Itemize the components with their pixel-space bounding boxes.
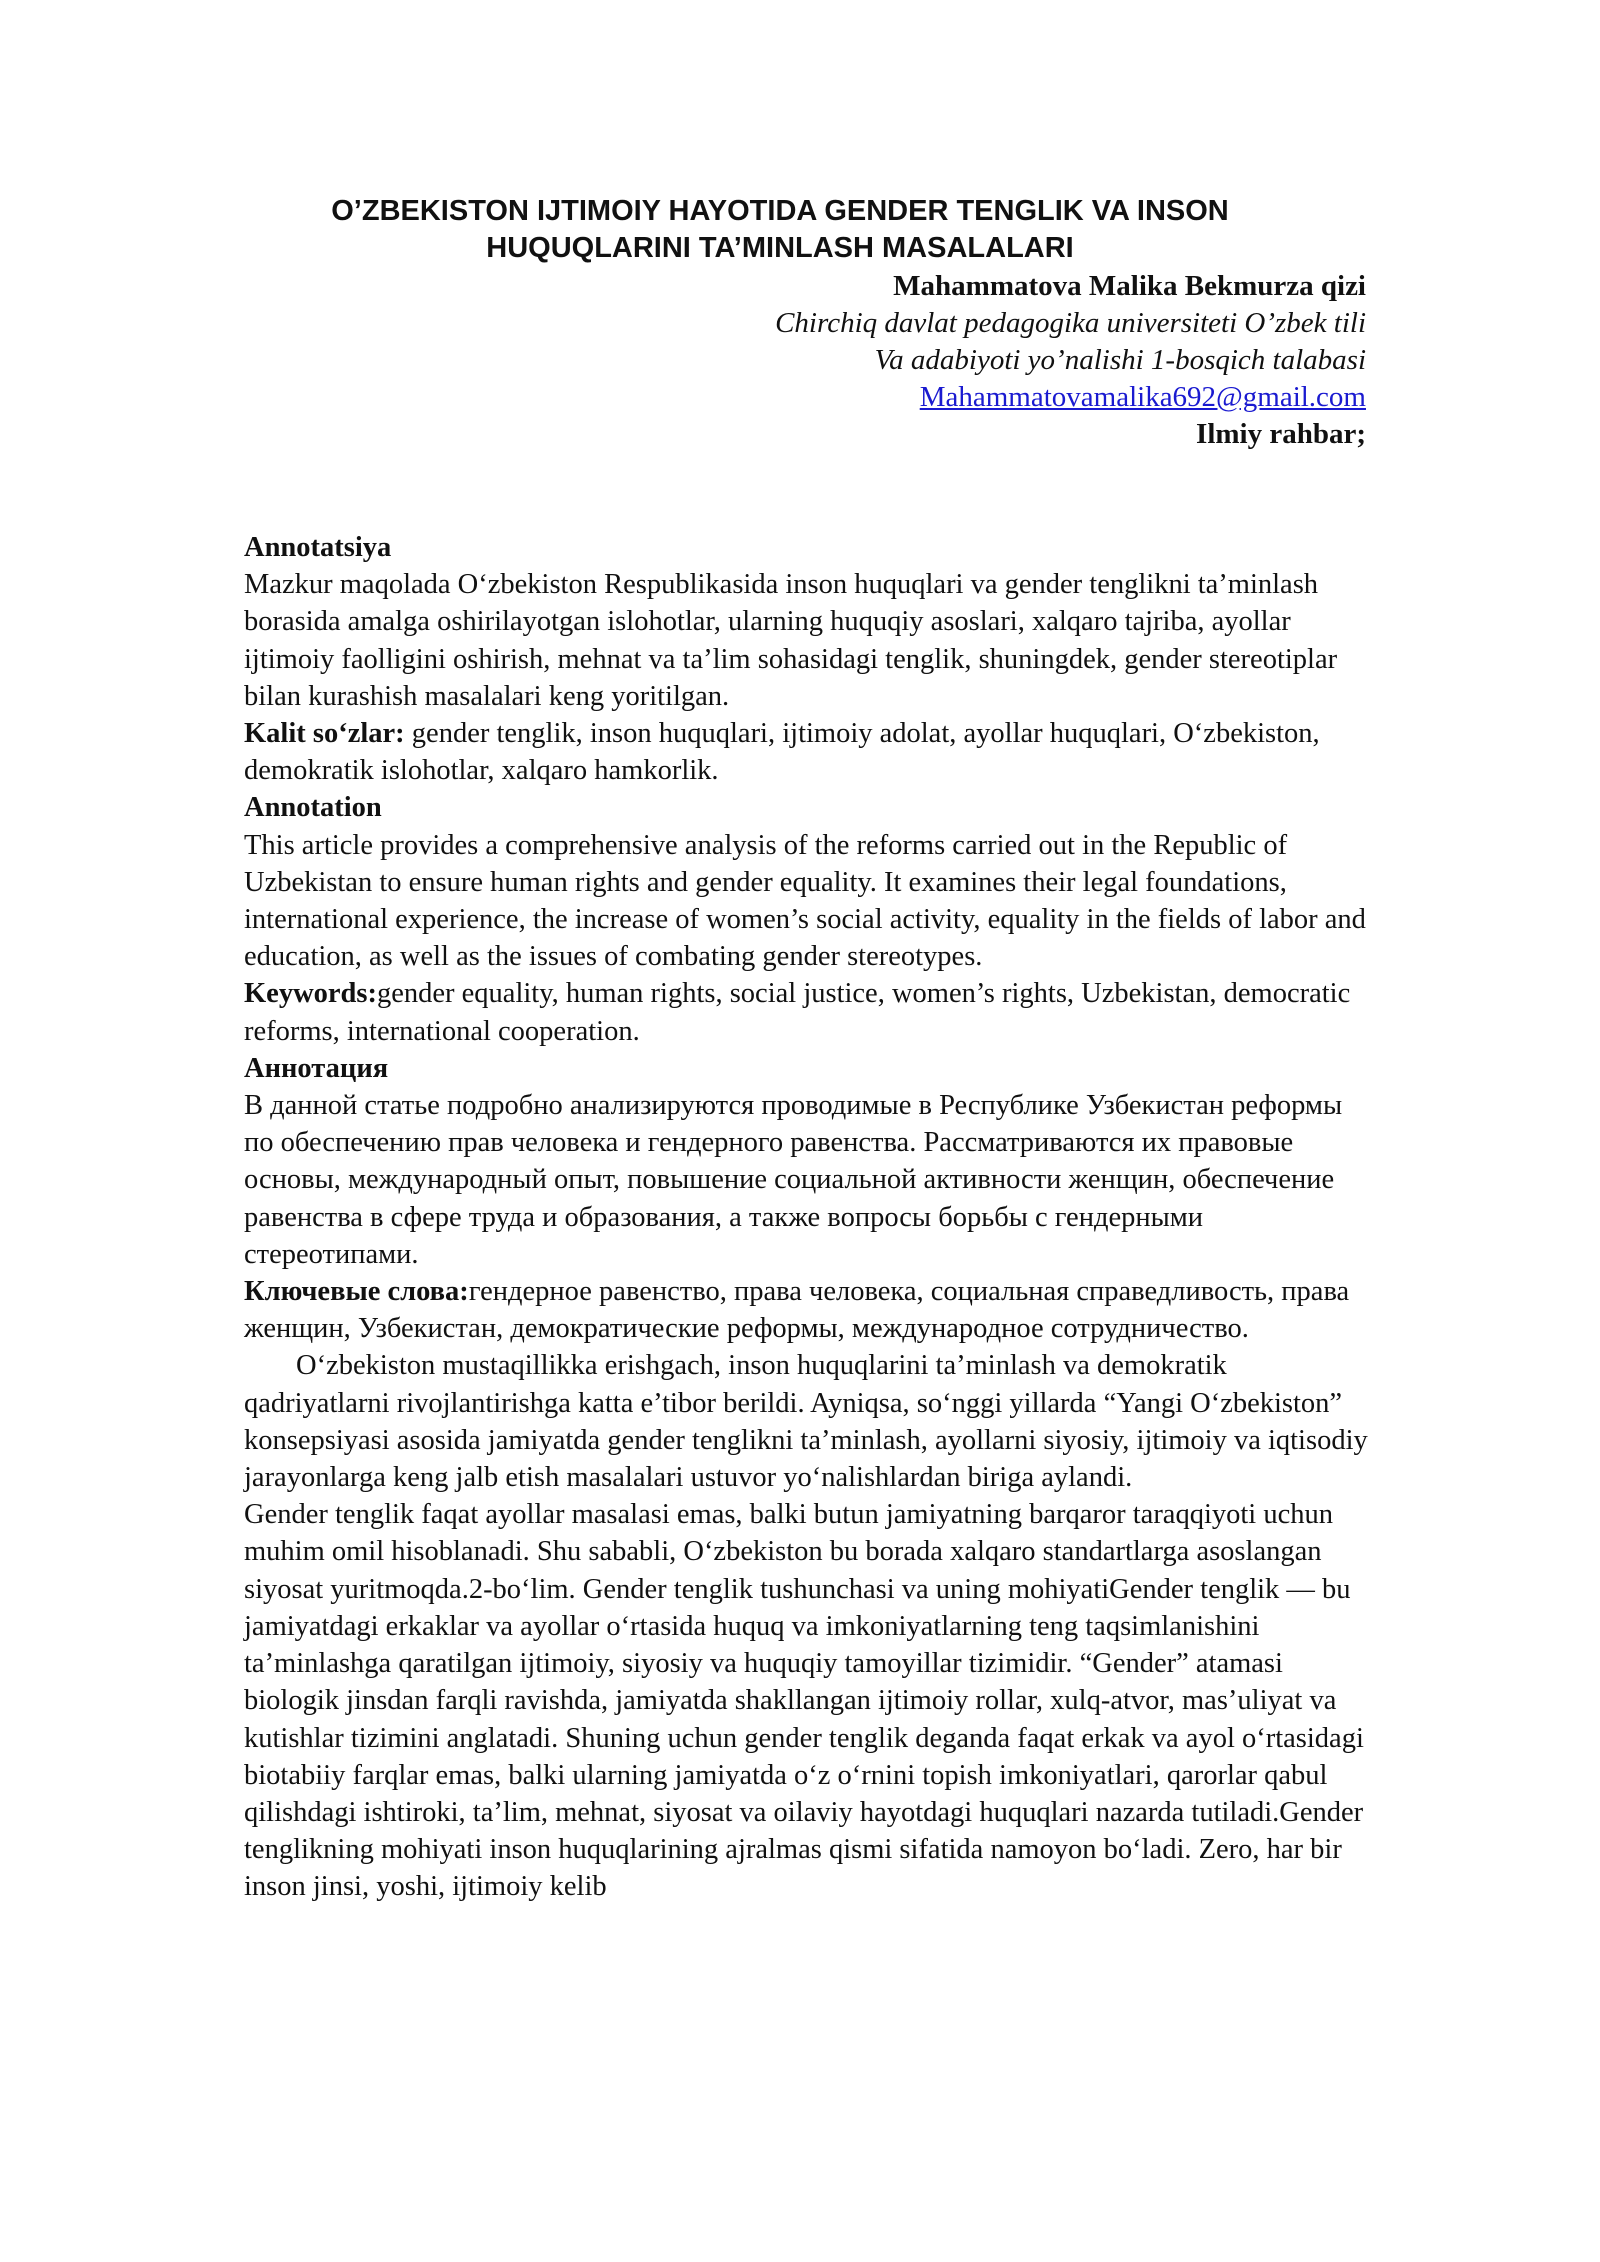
annotatsiya-ru-keywords-label: Ключевые слова: — [244, 1276, 469, 1308]
author-email-link[interactable]: Mahammatovamalika692@gmail.com — [919, 381, 1366, 413]
author-affiliation-line-1: Chirchiq davlat pedagogika universiteti O’zbek tili — [775, 307, 1366, 339]
title-line-2: HUQUQLARINI TA’MINLASH MASALALARI — [486, 232, 1074, 264]
annotatsiya-heading: Annotatsiya — [244, 532, 392, 563]
annotatsiya-keywords — [244, 715, 1369, 789]
author-block — [775, 268, 1366, 453]
annotatsiya-keywords-text: gender tenglik, inson huquqlari, ijtimoiy adolat, ayollar huquqlari, O‘zbekiston, demokratik islohotlar, xalqaro hamkorlik. — [244, 718, 1320, 787]
main-paragraph-2: Gender tenglik faqat ayollar masalasi emas, balki butun jamiyatning barqaror taraqqiyoti uchun muhim omil hisoblanadi. Shu sababli, O‘zbekiston bu borada xalqaro standartlarga asoslangan siyosat yuritmoqda.2-bo‘lim. Gender tenglik tushunchasi va uning mohiyatiGender tenglik — bu jamiyatdagi erkaklar va ayollar o‘rtasida huquq va imkoniyatlarning teng taqsimlanishini ta’minlashga qaratilgan ijtimoiy, siyosiy va huquqiy tamoyillar tizimidir. “Gender” atamasi biologik jinsdan farqli ravishda, jamiyatda shakllangan ijtimoiy rollar, xulq-atvor, mas’uliyat va kutishlar tizimini anglatadi. Shuning uchun gender tenglik deganda faqat erkak va ayol o‘rtasidagi biotabiiy farqlar emas, balki ularning jamiyatda o‘z o‘rnini topish imkoniyatlari, qarorlar qabul qilishdagi ishtiroki, ta’lim, mehnat, siyosat va oilaviy hayotdagi huquqlari nazarda tutiladi.Gender tenglikning mohiyati inson huquqlarining ajralmas qismi sifatida namoyon bo‘ladi. Zero, har bir inson jinsi, yoshi, ijtimoiy kelib — [244, 1499, 1364, 1903]
annotation-keywords-text: gender equality, human rights, social justice, women’s rights, Uzbekistan, democratic reforms, international cooperation. — [244, 978, 1351, 1047]
annotatsiya-ru-text: В данной статье подробно анализируются проводимые в Республике Узбекистан реформы по обеспечению прав человека и гендерного равенства. Рассматриваются их правовые основы, международный опыт, повышение социальной активности женщин, обеспечение равенства в сфере труда и образования, а также вопросы борьбы с гендерными стереотипами. — [244, 1090, 1343, 1270]
main-paragraph-1: O‘zbekiston mustaqillikka erishgach, inson huquqlarini ta’minlash va demokratik qadriyatlarni rivojlantirishga katta e’tibor berildi. Ayniqsa, so‘nggi yillarda “Yangi O‘zbekiston” konsepsiyasi asosida jamiyatda gender tenglikni ta’minlash, ayollarni siyosiy, ijtimoiy va iqtisodiy jarayonlarga keng jalb etish masalalari ustuvor yo‘nalishlardan biriga aylandi. — [244, 1350, 1368, 1494]
annotation-heading: Annotation — [244, 792, 382, 824]
author-affiliation-line-2: Va adabiyoti yo’nalishi 1-bosqich talabasi — [874, 344, 1366, 376]
annotation-text: This article provides a comprehensive analysis of the reforms carried out in the Republic of Uzbekistan to ensure human rights and gender equality. It examines their legal foundations, international experience, the increase of women’s social activity, equality in the fields of labor and education, as well as the issues of combating gender stereotypes. — [244, 829, 1366, 973]
annotatsiya-ru-keywords — [244, 1273, 1369, 1347]
annotatsiya-ru-heading: Аннотация — [244, 1052, 389, 1084]
article-body — [244, 529, 1369, 1906]
annotatsiya-ru-keywords-text: гендерное равенство, права человека, социальная справедливость, права женщин, Узбекистан, демократические реформы, международное сотрудничество. — [244, 1276, 1350, 1345]
article-title — [180, 193, 1380, 267]
annotation-keywords — [244, 975, 1369, 1049]
annotatsiya-text: Mazkur maqolada O‘zbekiston Respublikasida inson huquqlari va gender tenglikni ta’minlash borasida amalga oshirilayotgan islohotlar, ularning huquqiy asoslari, xalqaro tajriba, ayollar ijtimoiy faolligini oshirish, mehnat va ta’lim sohasidagi tenglik, shuningdek, gender stereotiplar bilan kurashish masalalari keng yoritilgan. — [244, 569, 1338, 712]
title-line-1: O’ZBEKISTON IJTIMOIY HAYOTIDA GENDER TENGLIK VA INSON — [331, 195, 1229, 227]
author-name: Mahammatova Malika Bekmurza qizi — [893, 270, 1366, 302]
annotatsiya-keywords-label: Kalit so‘zlar: — [244, 718, 405, 750]
scientific-advisor-label: Ilmiy rahbar; — [1196, 418, 1366, 450]
annotation-keywords-label: Keywords: — [244, 978, 377, 1010]
